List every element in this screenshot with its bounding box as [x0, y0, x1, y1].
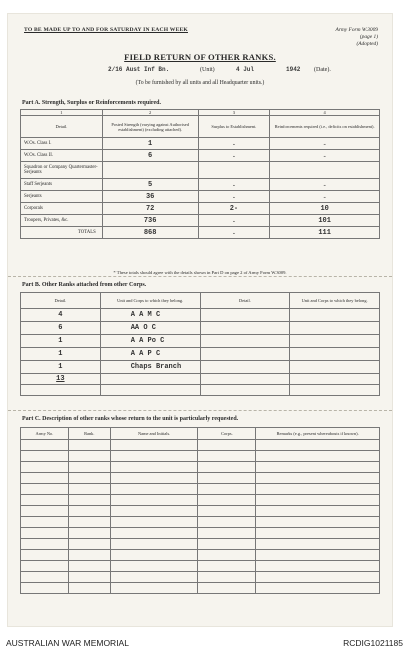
reinf-value: - — [270, 138, 380, 150]
col-number-2: 2 — [102, 110, 198, 116]
table-row — [21, 335, 380, 348]
col-header-remarks: Remarks (e.g., present whereabouts if known). — [256, 428, 380, 440]
reinf-value: 10 — [270, 203, 380, 215]
table-row — [21, 309, 380, 322]
furnish-note: (To be furnished by all units and all Headquarter units.) — [135, 80, 265, 86]
table-row — [21, 138, 380, 150]
reinf-value — [270, 162, 380, 179]
table-row — [21, 150, 380, 162]
surplus-value — [198, 162, 270, 179]
col-header-name: Name and Initials. — [110, 428, 198, 440]
detail-value: 1 — [21, 361, 101, 374]
row-label: Corporals — [21, 203, 103, 215]
row-label: W.Os. Class II. — [21, 150, 103, 162]
col-number-3: 3 — [198, 110, 270, 116]
table-row — [21, 322, 380, 335]
table-row — [21, 215, 380, 227]
part-c-heading: Part C. Description of other ranks whose return to the unit is particularly requested. — [22, 416, 239, 422]
form-number: Army Form W.3009 — [335, 27, 378, 33]
col-header-army-no: Army No. — [21, 428, 69, 440]
part-a-footnote: * These totals should agree with the details shown in Part D on page 2 of Army Form W.3009. — [113, 270, 287, 275]
surplus-value: - — [198, 191, 270, 203]
row-label: Serjeants — [21, 191, 103, 203]
footer-record-id: RCDIG1021185 — [343, 638, 403, 648]
date-day: 4 Jul — [236, 66, 255, 73]
detail-value: 1 — [21, 348, 101, 361]
col-header-unit-corps-2: Unit and Corps to which they belong. — [290, 293, 380, 309]
part-b-table — [20, 292, 380, 396]
divider — [8, 410, 392, 411]
totals-label: TOTALS — [21, 227, 103, 239]
col-header-unit-corps: Unit and Corps to which they belong. — [100, 293, 200, 309]
reinf-value: - — [270, 179, 380, 191]
date-label: (Date). — [314, 67, 331, 73]
part-a-heading: Part A. Strength, Surplus or Reinforcements required. — [22, 100, 161, 106]
form-number-block — [336, 27, 378, 48]
total-surplus: - — [198, 227, 270, 239]
table-row — [21, 191, 380, 203]
reinf-value: - — [270, 150, 380, 162]
col-header-posted: Posted Strength (varying against Authorised establishment) (excluding attached). — [102, 116, 198, 138]
table-row — [21, 361, 380, 374]
table-row — [21, 203, 380, 215]
posted-value: 72 — [102, 203, 198, 215]
detail-total: 13 — [21, 374, 101, 385]
row-label: Troopers, Privates, &c. — [21, 215, 103, 227]
unit-value: A A P C — [100, 348, 200, 361]
row-label: Squadron or Company Quartermaster-Serjeants — [21, 162, 103, 179]
part-b-heading: Part B. Other Ranks attached from other Corps. — [22, 282, 147, 288]
adopted-note: (Adopted) — [356, 41, 378, 47]
unit-label: (Unit) — [200, 67, 215, 73]
posted-value: 36 — [102, 191, 198, 203]
part-a-table — [20, 109, 380, 239]
surplus-value: 2- — [198, 203, 270, 215]
divider — [8, 276, 392, 277]
col-number-1: 1 — [21, 110, 103, 116]
surplus-value: - — [198, 138, 270, 150]
date-year: 1942 — [286, 66, 301, 73]
footer-institution: AUSTRALIAN WAR MEMORIAL — [6, 638, 129, 648]
surplus-value: - — [198, 150, 270, 162]
col-header-detail: Detail. — [21, 293, 101, 309]
header-instruction: TO BE MADE UP TO AND FOR SATURDAY IN EACH WEEK — [24, 27, 188, 33]
unit-value: Chaps Branch — [100, 361, 200, 374]
col-header-reinforcements: Reinforcements required (i.e., deficits on establishment). — [270, 116, 380, 138]
surplus-value: - — [198, 215, 270, 227]
form-page — [8, 14, 392, 626]
unit-value: A A M C — [100, 309, 200, 322]
col-header-surplus: Surplus to Establishment. — [198, 116, 270, 138]
table-row — [21, 374, 380, 385]
detail-value: 1 — [21, 335, 101, 348]
detail-value: 6 — [21, 322, 101, 335]
totals-row — [21, 227, 380, 239]
detail-value: 4 — [21, 309, 101, 322]
posted-value: 736 — [102, 215, 198, 227]
col-header-detail-2: Detail. — [200, 293, 290, 309]
table-row — [21, 179, 380, 191]
table-row — [21, 162, 380, 179]
col-header-detail: Detail. — [21, 116, 103, 138]
col-number-4: 4 — [270, 110, 380, 116]
unit-value: A A Po C — [100, 335, 200, 348]
row-label: W.Os. Class I. — [21, 138, 103, 150]
page-indicator: (page 1) — [359, 34, 378, 40]
posted-value — [102, 162, 198, 179]
table-row — [21, 348, 380, 361]
part-c-table — [20, 427, 380, 594]
form-title-text: FIELD RETURN OF OTHER RANKS. — [124, 52, 276, 62]
row-label: Staff Serjeants — [21, 179, 103, 191]
total-posted: 868 — [102, 227, 198, 239]
posted-value: 5 — [102, 179, 198, 191]
posted-value: 6 — [102, 150, 198, 162]
unit-value: 2/16 Aust Inf Bn. — [108, 66, 170, 73]
unit-value: AA O C — [100, 322, 200, 335]
surplus-value: - — [198, 179, 270, 191]
col-header-corps: Corps. — [198, 428, 256, 440]
posted-value: 1 — [102, 138, 198, 150]
reinf-value: 101 — [270, 215, 380, 227]
col-header-rank: Rank. — [68, 428, 110, 440]
total-reinf: 111 — [270, 227, 380, 239]
form-title — [8, 52, 392, 62]
reinf-value: - — [270, 191, 380, 203]
